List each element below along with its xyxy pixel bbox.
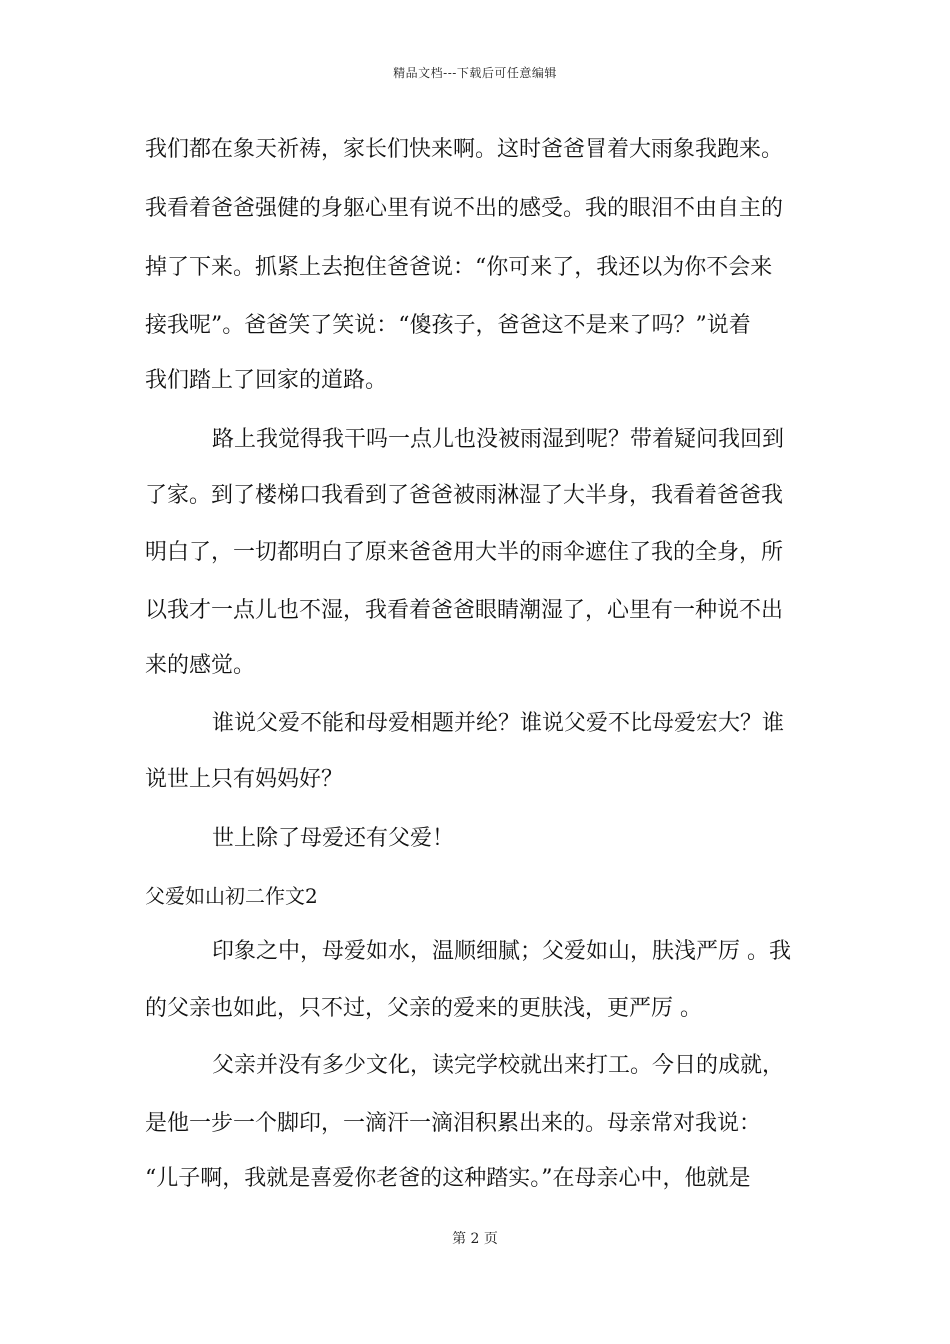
page-header: 精品文档---下载后可任意编辑 — [393, 66, 557, 80]
text-line: 接我呢”。爸爸笑了笑说：“傻孩子，爸爸这不是来了吗？”说着 — [145, 313, 751, 338]
text-line: 路上我觉得我干吗一点儿也没被雨湿到呢？带着疑问我回到 — [212, 427, 785, 452]
text-line: 来的感觉。 — [145, 653, 256, 678]
text-line: 是他一步一个脚印，一滴汗一滴泪积累出来的。母亲常对我说： — [145, 1111, 762, 1136]
section-heading: 父爱如山初二作文2 — [145, 884, 318, 908]
text-line: 以我才一点儿也不湿，我看着爸爸眼睛潮湿了，心里有一种说不出 — [145, 598, 784, 623]
text-line: 印象之中，母爱如水，温顺细腻；父爱如山，肤浅严厉 。我 — [212, 939, 791, 964]
text-line: 明白了，一切都明白了原来爸爸用大半的雨伞遮住了我的全身，所 — [145, 540, 784, 565]
text-line: “儿子啊，我就是喜爱你老爸的这种踏实。”在母亲心中，他就是 — [145, 1166, 751, 1191]
text-line: 我们踏上了回家的道路。 — [145, 368, 388, 393]
text-line: 掉了下来。抓紧上去抱住爸爸说：“你可来了，我还以为你不会来 — [145, 255, 773, 280]
text-line: 了家。到了楼梯口我看到了爸爸被雨淋湿了大半身，我看着爸爸我 — [145, 483, 784, 508]
text-line: 说世上只有妈妈好？ — [145, 767, 344, 792]
text-line: 谁说父爱不能和母爱相题并纶？谁说父爱不比母爱宏大？谁 — [212, 711, 785, 736]
text-line: 我们都在象天祈祷，家长们快来啊。这时爸爸冒着大雨象我跑来。 — [145, 137, 784, 162]
text-line: 世上除了母爱还有父爱！ — [212, 826, 455, 851]
text-line: 我看着爸爸强健的身躯心里有说不出的感受。我的眼泪不由自主的 — [145, 196, 784, 221]
text-line: 父亲并没有多少文化，读完学校就出来打工。今日的成就， — [212, 1053, 785, 1078]
page-number: 第 2 页 — [452, 1231, 498, 1247]
text-line: 的父亲也如此，只不过，父亲的爱来的更肤浅，更严厉 。 — [145, 996, 702, 1021]
